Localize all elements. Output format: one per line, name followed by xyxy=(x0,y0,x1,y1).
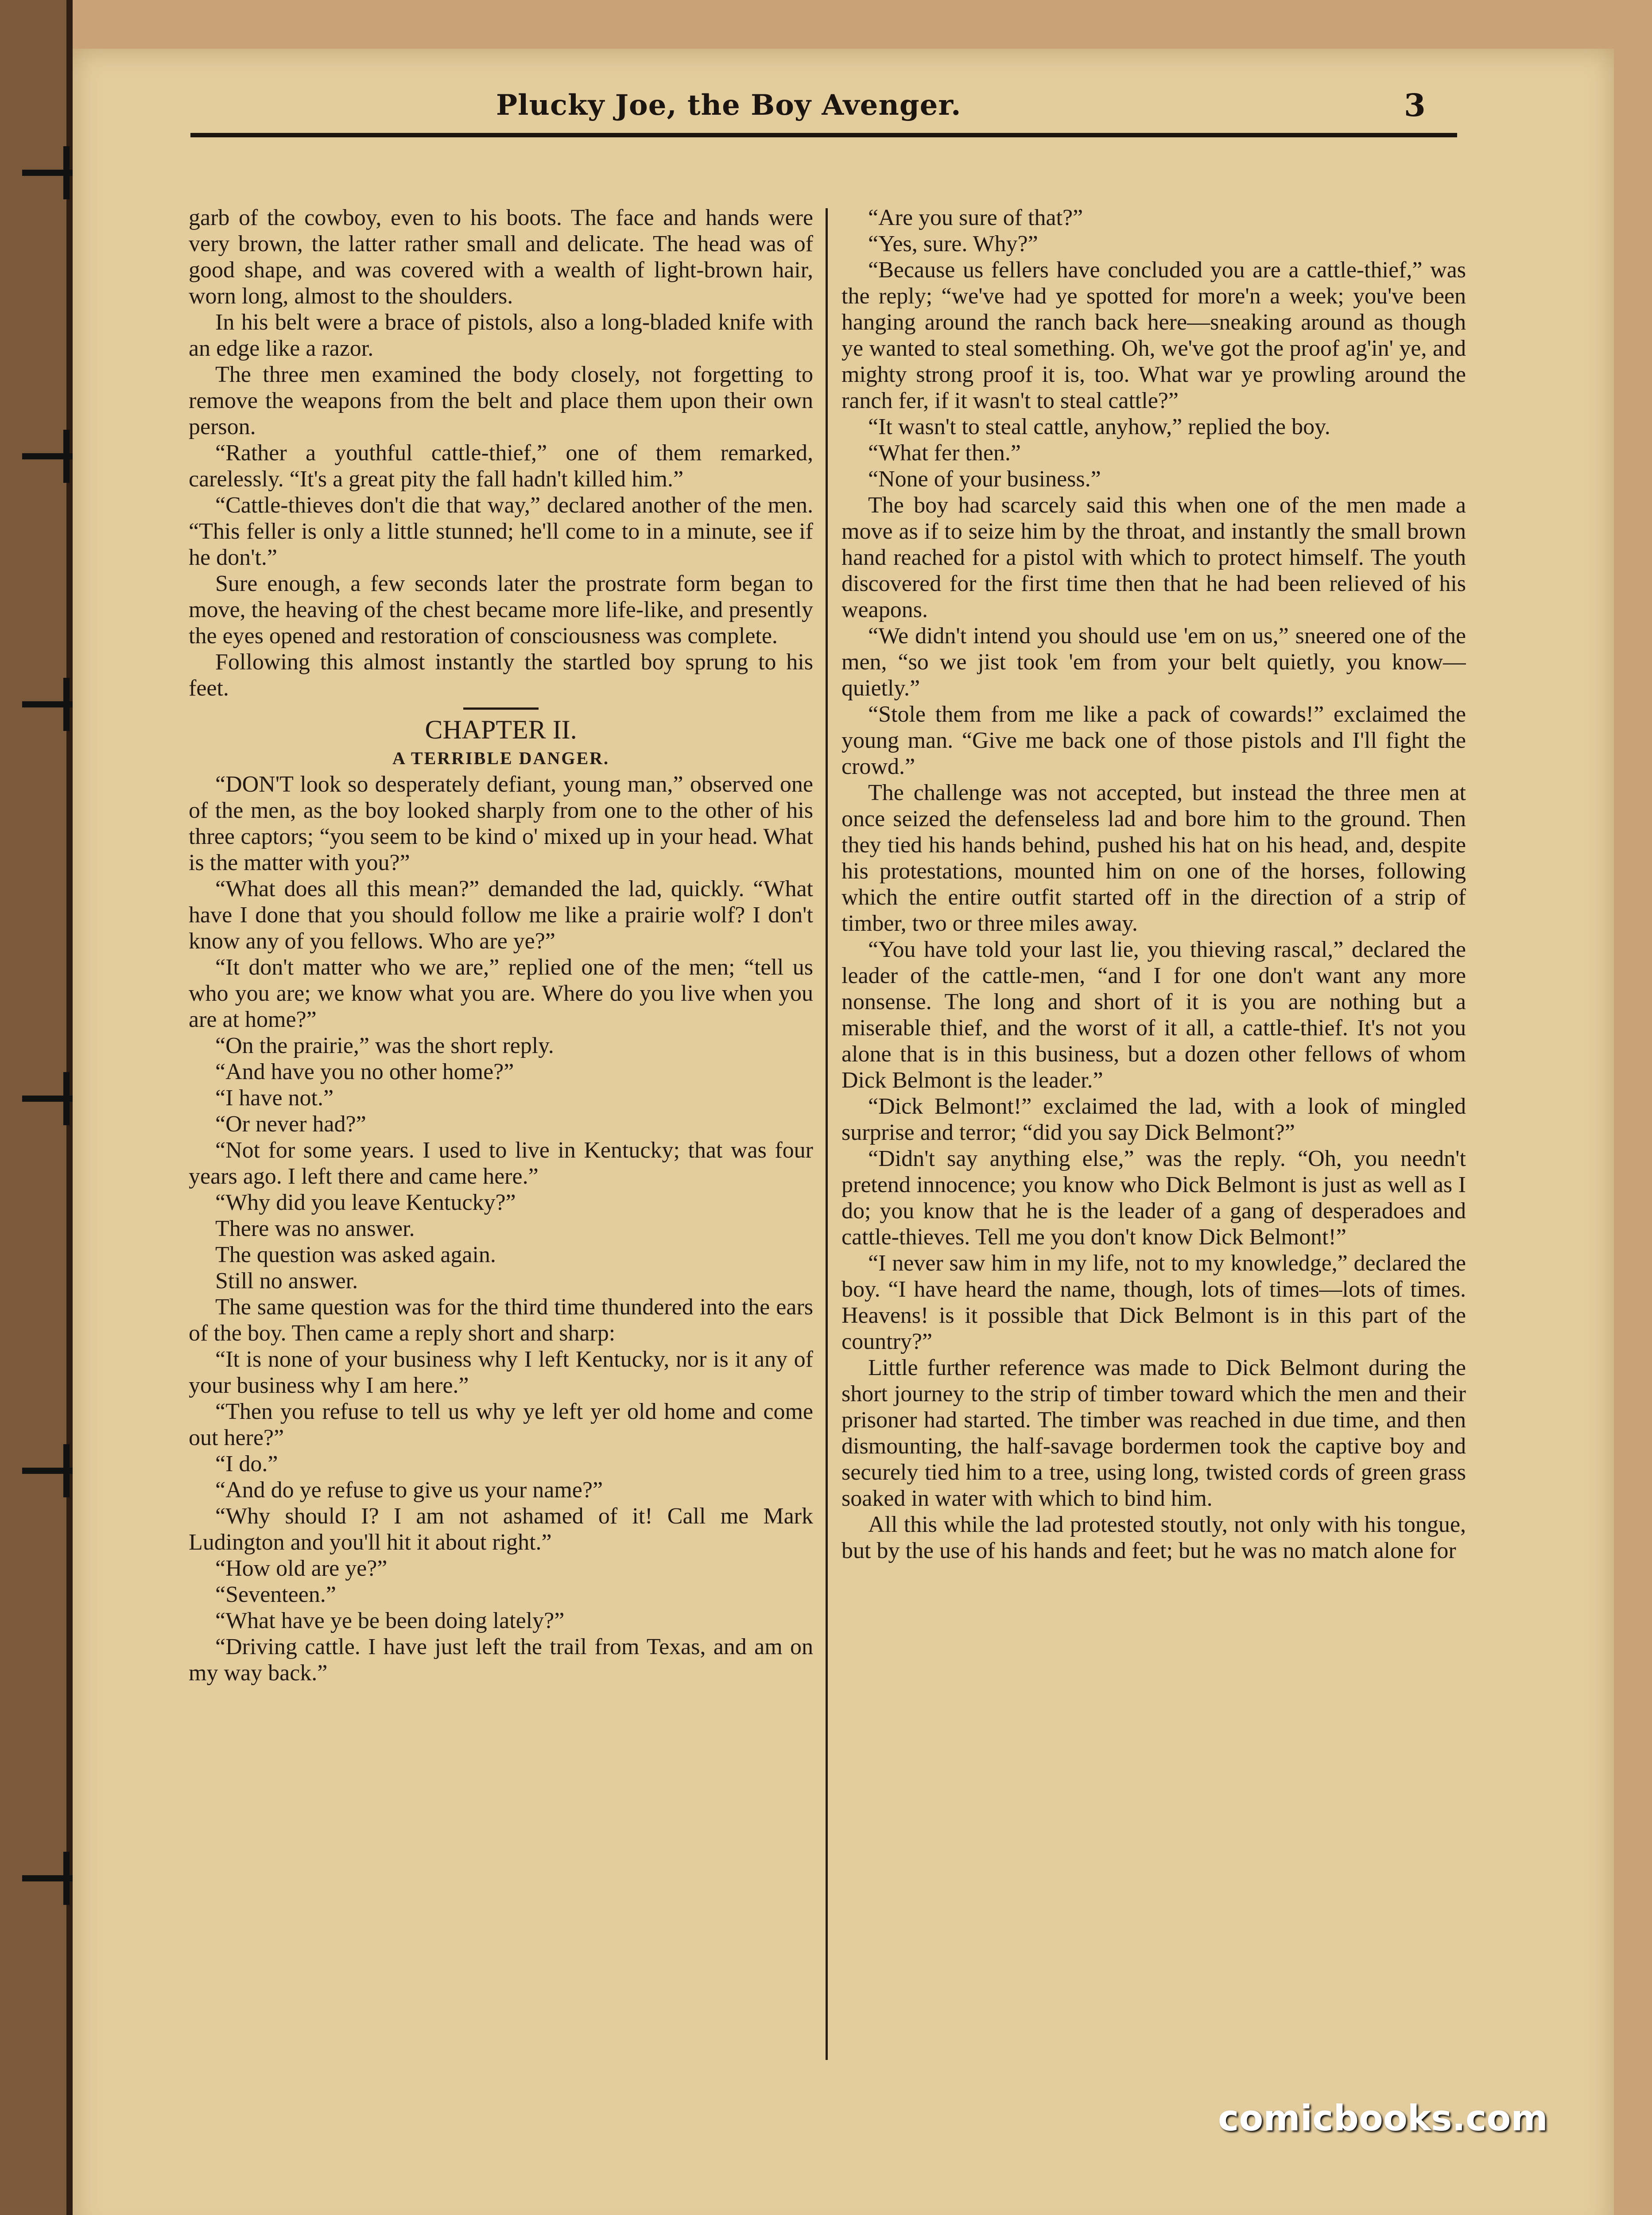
paragraph: “Rather a youthful cattle-thief,” one of them remarked, carelessly. “It's a great pity the fall hadn't killed him.” xyxy=(189,440,813,492)
paragraph: Sure enough, a few seconds later the prostrate form began to move, the heaving of the chest became more life-like, and presently the eyes opened and restoration of consciousness was complete. xyxy=(189,571,813,649)
paragraph: The three men examined the body closely, not forgetting to remove the weapons from the belt and place them upon their own person. xyxy=(189,362,813,439)
chapter-rule xyxy=(463,707,539,710)
paragraph: The question was asked again. xyxy=(215,1242,496,1267)
paragraph: “It wasn't to steal cattle, anyhow,” replied the boy. xyxy=(868,414,1330,439)
column-divider xyxy=(826,208,828,2060)
paragraph: In his belt were a brace of pistols, also a long-bladed knife with an edge like a razor. xyxy=(189,310,813,361)
page-number: 3 xyxy=(1404,87,1426,124)
paragraph: “And do ye refuse to give us your name?” xyxy=(215,1477,603,1503)
paragraph: “What fer then.” xyxy=(868,440,1021,466)
paragraph: “Dick Belmont!” exclaimed the lad, with a look of mingled surprise and terror; “did you say Dick Belmont?” xyxy=(842,1094,1466,1145)
paragraph: “Because us fellers have concluded you are a cattle-thief,” was the reply; “we've had ye spotted for more'n a week; you've been hanging around the ranch back here—sneaking around as though ye wanted to steal something. Oh, we've got the proof ag'in' ye, and mighty strong proof it is, too. What war ye prowling around the ranch fer, if it wasn't to steal cattle?” xyxy=(842,257,1466,413)
right-column xyxy=(842,205,1466,2056)
paragraph: “I do.” xyxy=(215,1451,278,1477)
paragraph: Following this almost instantly the startled boy sprung to his feet. xyxy=(189,649,813,701)
paragraph: The boy had scarcely said this when one of the men made a move as if to seize him by the throat, and instantly the small brown hand reached for a pistol with which to protect himself. The youth discovered for the first time then that he had been relieved of his weapons. xyxy=(842,493,1466,622)
paragraph: “Not for some years. I used to live in Kentucky; that was four years ago. I left there and came here.” xyxy=(189,1138,813,1189)
paragraph: “And have you no other home?” xyxy=(215,1059,514,1084)
chapter-subtitle: A TERRIBLE DANGER. xyxy=(392,748,610,768)
paragraph: “Seventeen.” xyxy=(215,1582,336,1607)
site-watermark: comicbooks.com xyxy=(1218,2098,1548,2139)
paragraph: Still no answer. xyxy=(215,1268,358,1294)
paragraph: “Why did you leave Kentucky?” xyxy=(215,1190,516,1215)
paragraph: “None of your business.” xyxy=(868,466,1101,492)
paragraph: “Or never had?” xyxy=(215,1111,366,1137)
paragraph: The same question was for the third time thundered into the ears of the boy. Then came a reply short and sharp: xyxy=(189,1294,813,1346)
left-column xyxy=(189,205,813,2056)
paragraph: “On the prairie,” was the short reply. xyxy=(215,1033,554,1058)
paragraph: “Why should I? I am not ashamed of it! Call me Mark Ludington and you'll hit it about right.” xyxy=(189,1504,813,1555)
paragraph: “It don't matter who we are,” replied one of the men; “tell us who you are; we know what you are. Where do you live when you are at home?” xyxy=(189,955,813,1032)
paragraph: “How old are ye?” xyxy=(215,1556,388,1581)
paragraph: “Stole them from me like a pack of cowards!” exclaimed the young man. “Give me back one of those pistols and I'll fight the crowd.” xyxy=(842,702,1466,779)
paragraph: “Yes, sure. Why?” xyxy=(868,231,1038,256)
paragraph: “You have told your last lie, you thieving rascal,” declared the leader of the cattle-men, “and I for one don't want any more nonsense. The long and short of it is you are nothing but a miserable thief, and the worst of it all, a cattle-thief. It's not you alone that is in this business, but a dozen other fellows of whom Dick Belmont is the leader.” xyxy=(842,937,1466,1093)
paragraph: “Are you sure of that?” xyxy=(868,205,1083,230)
paragraph: Little further reference was made to Dick Belmont during the short journey to the strip of timber toward which the men and their prisoner had started. The timber was reached in due time, and then dismounting, the half-savage bordermen took the captive boy and securely tied him to a tree, using long, twisted cords of green grass soaked in water with which to bind him. xyxy=(842,1355,1466,1511)
paragraph: “We didn't intend you should use 'em on us,” sneered one of the men, “so we jist took 'em from your belt quietly, you know—quietly.” xyxy=(842,623,1466,701)
paragraph: All this while the lad protested stoutly, not only with his tongue, but by the use of his hands and feet; but he was no match alone for xyxy=(842,1512,1466,1563)
paragraph: “Driving cattle. I have just left the trail from Texas, and am on my way back.” xyxy=(189,1634,813,1686)
paragraph: “What have ye be been doing lately?” xyxy=(215,1608,565,1633)
paragraph: “What does all this mean?” demanded the lad, quickly. “What have I done that you should follow me like a prairie wolf? I don't know any of you fellows. Who are ye?” xyxy=(189,876,813,954)
paragraph: “DON'T look so desperately defiant, young man,” observed one of the men, as the boy looked sharply from one to the other of his three captors; “you seem to be kind o' mixed up in your head. What is the matter with you?” xyxy=(189,772,813,875)
paragraph: “I have not.” xyxy=(215,1085,334,1111)
chapter-title: CHAPTER II. xyxy=(425,715,577,744)
paragraph: The challenge was not accepted, but instead the three men at once seized the defenseless lad and bore him to the ground. Then they tied his hands behind, pushed his hat on his head, and, despite his protestations, mounted him on one of the horses, following which the entire outfit started off in the direction of a strip of timber, two or three miles away. xyxy=(842,780,1466,936)
paragraph: “I never saw him in my life, not to my knowledge,” declared the boy. “I have heard the name, though, lots of times—lots of times. Heavens! is it possible that Dick Belmont is in this part of the country?” xyxy=(842,1251,1466,1354)
paragraph: There was no answer. xyxy=(215,1216,415,1241)
paragraph: “Didn't say anything else,” was the reply. “Oh, you needn't pretend innocence; you know who Dick Belmont is just as well as I do; you know that he is the leader of a gang of desperadoes and cattle-thieves. Tell me you don't know Dick Belmont!” xyxy=(842,1146,1466,1250)
paragraph: “Cattle-thieves don't die that way,” declared another of the men. “This feller is only a little stunned; he'll come to in a minute, see if he don't.” xyxy=(189,493,813,570)
paragraph: “Then you refuse to tell us why ye left yer old home and come out here?” xyxy=(189,1399,813,1450)
header-rule xyxy=(190,133,1457,137)
paragraph: “It is none of your business why I left Kentucky, nor is it any of your business why I am here.” xyxy=(189,1347,813,1398)
paragraph: garb of the cowboy, even to his boots. The face and hands were very brown, the latter rather small and delicate. The head was of good shape, and was covered with a wealth of light-brown hair, worn long, almost to the shoulders. xyxy=(189,205,813,309)
running-title: Plucky Joe, the Boy Avenger. xyxy=(496,89,962,122)
